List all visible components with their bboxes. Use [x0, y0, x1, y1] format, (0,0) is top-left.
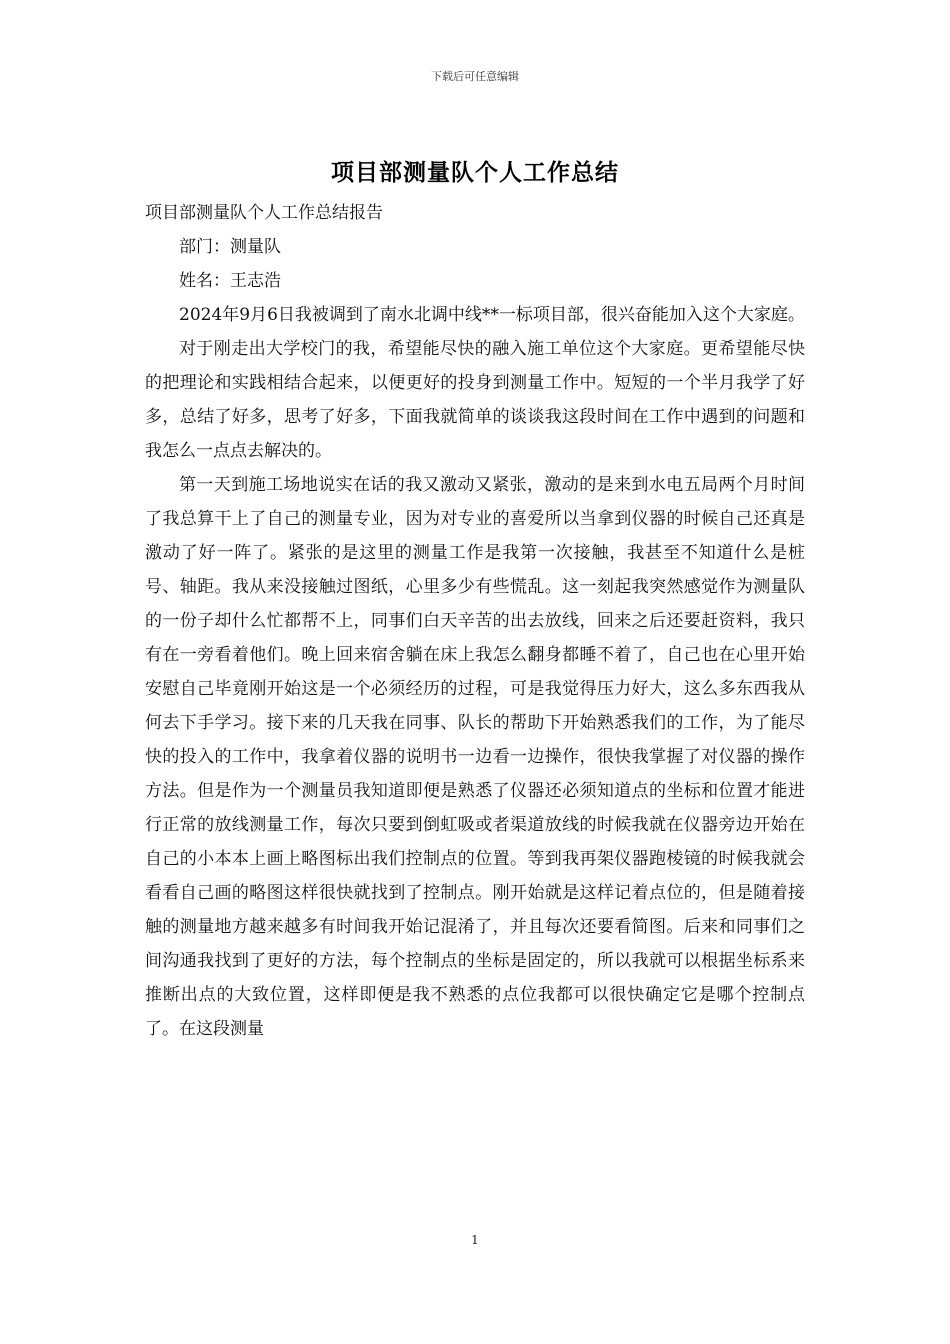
- body-paragraph: 对于刚走出大学校门的我，希望能尽快的融入施工单位这个大家庭。更希望能尽快的把理论和实践相结合起来，以便更好的投身到测量工作中。短短的一个半月我学了好多，总结了好多，思考了好多，下面我就简单的谈谈我这段时间在工作中遇到的问题和我怎么一点点去解决的。: [145, 339, 805, 461]
- page-number: 1: [471, 1233, 479, 1247]
- header-note: 下载后可任意编辑: [431, 70, 519, 83]
- department-line: 部门：测量队: [179, 237, 281, 257]
- document-title: 项目部测量队个人工作总结: [331, 159, 619, 186]
- name-line: 姓名：王志浩: [179, 271, 281, 291]
- document-subtitle: 项目部测量队个人工作总结报告: [145, 203, 383, 223]
- body-paragraph: 2024年9月6日我被调到了南水北调中线**一标项目部，很兴奋能加入这个大家庭。: [179, 305, 805, 325]
- document-body: [145, 196, 805, 1046]
- body-paragraph: 第一天到施工场地说实在话的我又激动又紧张，激动的是来到水电五局两个月时间了我总算干上了自己的测量专业，因为对专业的喜爱所以当拿到仪器的时候自己还真是激动了好一阵了。紧张的是这里的测量工作是我第一次接触，我甚至不知道什么是桩号、轴距。我从来没接触过图纸，心里多少有些慌乱。这一刻起我突然感觉作为测量队的一份子却什么忙都帮不上，同事们白天辛苦的出去放线，回来之后还要赶资料，我只有在一旁看着他们。晚上回来宿舍躺在床上我怎么翻身都睡不着了，自己也在心里开始安慰自己毕竟刚开始这是一个必须经历的过程，可是我觉得压力好大，这么多东西我从何去下手学习。接下来的几天我在同事、队长的帮助下开始熟悉我们的工作，为了能尽快的投入的工作中，我拿着仪器的说明书一边看一边操作，很快我掌握了对仪器的操作方法。但是作为一个测量员我知道即便是熟悉了仪器还必须知道点的坐标和位置才能进行正常的放线测量工作，每次只要到倒虹吸或者渠道放线的时候我就在仪器旁边开始在自己的小本本上画上略图标出我们控制点的位置。等到我再架仪器跑棱镜的时候我就会看看自己画的略图这样很快就找到了控制点。刚开始就是这样记着点位的，但是随着接触的测量地方越来越多有时间我开始记混淆了，并且每次还要看简图。后来和同事们之间沟通我找到了更好的方法，每个控制点的坐标是固定的，所以我就可以根据坐标系来推断出点的大致位置，这样即便是我不熟悉的点位我都可以很快确定它是哪个控制点了。在这段测量: [145, 475, 805, 1039]
